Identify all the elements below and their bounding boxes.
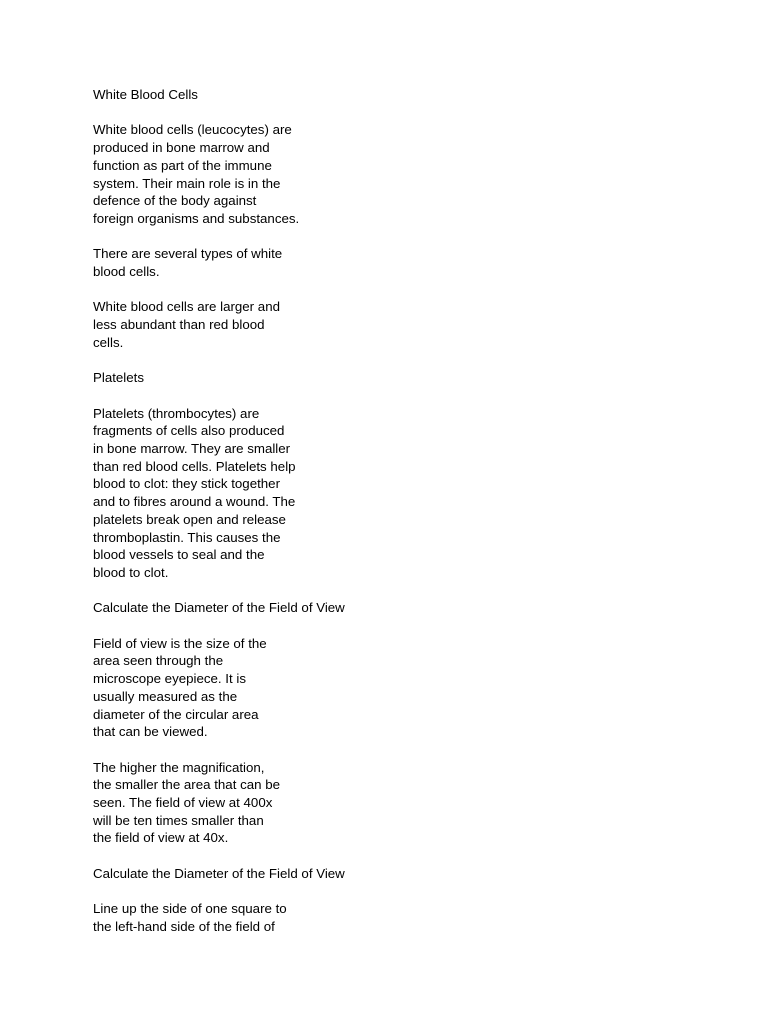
- text-line: than red blood cells. Platelets help: [93, 458, 296, 474]
- section-heading: [93, 86, 653, 104]
- paragraph: [93, 245, 653, 280]
- text-line: will be ten times smaller than: [93, 812, 264, 828]
- paragraph: [93, 900, 653, 935]
- section-heading: [93, 599, 653, 617]
- text-line: that can be viewed.: [93, 724, 208, 740]
- document-page: [93, 86, 653, 953]
- text-line: Calculate the Diameter of the Field of View: [93, 600, 345, 616]
- text-line: area seen through the: [93, 653, 224, 669]
- text-line: foreign organisms and substances.: [93, 210, 300, 226]
- text-line: The higher the magnification,: [93, 759, 265, 775]
- text-line: Platelets (thrombocytes) are: [93, 405, 260, 421]
- section-heading: [93, 369, 653, 387]
- text-line: defence of the body against: [93, 193, 257, 209]
- text-line: blood to clot: they stick together: [93, 476, 281, 492]
- text-line: microscope eyepiece. It is: [93, 671, 246, 687]
- text-line: and to fibres around a wound. The: [93, 494, 296, 510]
- paragraph: [93, 121, 653, 227]
- paragraph: [93, 405, 653, 582]
- text-line: blood cells.: [93, 264, 160, 279]
- text-line: blood to clot.: [93, 564, 169, 580]
- section-heading: [93, 865, 653, 883]
- text-line: Line up the side of one square to: [93, 901, 287, 917]
- text-line: the field of view at 40x.: [93, 830, 229, 846]
- text-line: the smaller the area that can be: [93, 777, 281, 793]
- text-line: less abundant than red blood: [93, 317, 265, 333]
- text-line: There are several types of white: [93, 246, 283, 262]
- text-line: seen. The field of view at 400x: [93, 795, 273, 810]
- text-line: thromboplastin. This causes the: [93, 529, 281, 545]
- paragraph: [93, 759, 653, 848]
- paragraph: [93, 298, 653, 351]
- text-line: diameter of the circular area: [93, 706, 259, 722]
- text-line: in bone marrow. They are smaller: [93, 440, 291, 456]
- text-line: White blood cells (leucocytes) are: [93, 122, 292, 138]
- text-line: Platelets: [93, 370, 144, 386]
- text-line: cells.: [93, 334, 124, 350]
- text-line: usually measured as the: [93, 688, 238, 704]
- text-line: White Blood Cells: [93, 87, 198, 102]
- text-line: blood vessels to seal and the: [93, 547, 265, 563]
- text-line: function as part of the immune: [93, 157, 272, 173]
- text-line: Calculate the Diameter of the Field of View: [93, 865, 345, 881]
- text-line: White blood cells are larger and: [93, 299, 280, 315]
- text-line: fragments of cells also produced: [93, 423, 285, 439]
- paragraph: [93, 635, 653, 741]
- text-line: system. Their main role is in the: [93, 175, 281, 191]
- text-line: the left-hand side of the field of: [93, 918, 275, 934]
- text-line: Field of view is the size of the: [93, 635, 267, 651]
- text-line: produced in bone marrow and: [93, 140, 270, 156]
- text-line: platelets break open and release: [93, 511, 286, 527]
